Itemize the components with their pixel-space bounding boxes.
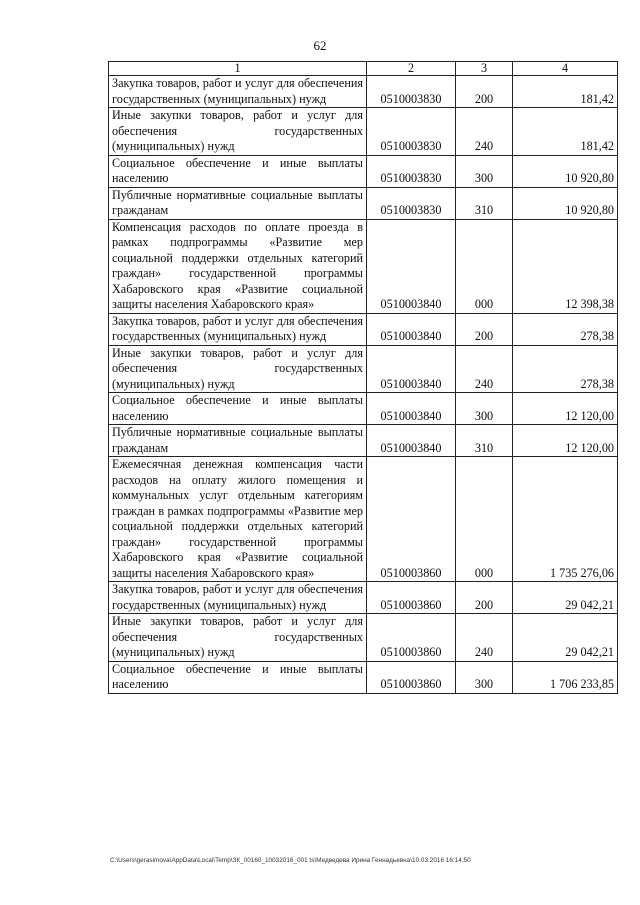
row-sum-cell: 12 120,00: [513, 425, 618, 457]
row-name-cell: Публичные нормативные социальные выплаты гражданам: [109, 425, 367, 457]
row-code-cell: 0510003840: [367, 219, 456, 313]
row-sum-cell: 12 398,38: [513, 219, 618, 313]
budget-table: [108, 61, 618, 694]
row-code-cell: 0510003860: [367, 457, 456, 582]
row-code-cell: 0510003840: [367, 425, 456, 457]
row-sum-cell: 29 042,21: [513, 582, 618, 614]
row-name-cell: Иные закупки товаров, работ и услуг для обеспечения государственных (муниципальных) нужд: [109, 614, 367, 662]
header-col-1: 1: [109, 62, 367, 76]
row-name-cell: Социальное обеспечение и иные выплаты населению: [109, 661, 367, 693]
row-code-cell: 0510003830: [367, 187, 456, 219]
table-row: [109, 219, 618, 313]
row-name-cell: Социальное обеспечение и иные выплаты населению: [109, 393, 367, 425]
header-col-3: 3: [456, 62, 513, 76]
header-col-4: 4: [513, 62, 618, 76]
row-expense-type-cell: 240: [456, 614, 513, 662]
row-code-cell: 0510003840: [367, 313, 456, 345]
row-name-cell: Публичные нормативные социальные выплаты гражданам: [109, 187, 367, 219]
page-number: 62: [313, 38, 327, 53]
table-body: [109, 76, 618, 694]
row-sum-cell: 181,42: [513, 76, 618, 108]
file-path-footer: C:\Users\gerasimova\AppData\Local\Temp\ЗК_00160_10032016_001 ts\Медведева Ирина Геннадьевна\10.03.2016 16:14:50: [110, 857, 471, 864]
row-code-cell: 0510003860: [367, 582, 456, 614]
row-name-cell: Компенсация расходов по оплате проезда в рамках подпрограммы «Развитие мер социальной поддержки отдельных категорий граждан» государственной программы Хабаровского края «Развитие социальной защиты населения Хабаровского края»: [109, 219, 367, 313]
row-sum-cell: 10 920,80: [513, 187, 618, 219]
row-sum-cell: 12 120,00: [513, 393, 618, 425]
row-code-cell: 0510003830: [367, 76, 456, 108]
row-name-cell: Иные закупки товаров, работ и услуг для обеспечения государственных (муниципальных) нужд: [109, 108, 367, 156]
row-code-cell: 0510003830: [367, 155, 456, 187]
table-row: [109, 614, 618, 662]
table-row: [109, 457, 618, 582]
row-expense-type-cell: 240: [456, 345, 513, 393]
row-expense-type-cell: 300: [456, 661, 513, 693]
table-row: [109, 76, 618, 108]
row-expense-type-cell: 200: [456, 582, 513, 614]
row-code-cell: 0510003860: [367, 661, 456, 693]
row-name-cell: Ежемесячная денежная компенсация части расходов на оплату жилого помещения и коммунальных услуг отдельным категориям граждан в рамках подпрограммы «Развитие мер социальной поддержки отдельных категорий граждан» государственной программы Хабаровского края «Развитие социальной защиты населения Хабаровского края»: [109, 457, 367, 582]
table-row: [109, 187, 618, 219]
table-row: [109, 393, 618, 425]
row-expense-type-cell: 310: [456, 187, 513, 219]
row-expense-type-cell: 200: [456, 313, 513, 345]
table-row: [109, 108, 618, 156]
row-code-cell: 0510003860: [367, 614, 456, 662]
row-sum-cell: 1 735 276,06: [513, 457, 618, 582]
table-row: [109, 582, 618, 614]
table-row: [109, 661, 618, 693]
row-expense-type-cell: 000: [456, 457, 513, 582]
row-sum-cell: 29 042,21: [513, 614, 618, 662]
row-sum-cell: 1 706 233,85: [513, 661, 618, 693]
row-expense-type-cell: 240: [456, 108, 513, 156]
row-name-cell: Закупка товаров, работ и услуг для обеспечения государственных (муниципальных) нужд: [109, 76, 367, 108]
row-code-cell: 0510003840: [367, 393, 456, 425]
row-expense-type-cell: 200: [456, 76, 513, 108]
row-name-cell: Социальное обеспечение и иные выплаты населению: [109, 155, 367, 187]
header-col-2: 2: [367, 62, 456, 76]
row-name-cell: Закупка товаров, работ и услуг для обеспечения государственных (муниципальных) нужд: [109, 313, 367, 345]
table-row: [109, 345, 618, 393]
row-code-cell: 0510003840: [367, 345, 456, 393]
row-expense-type-cell: 000: [456, 219, 513, 313]
row-code-cell: 0510003830: [367, 108, 456, 156]
table-row: [109, 313, 618, 345]
row-name-cell: Иные закупки товаров, работ и услуг для обеспечения государственных (муниципальных) нужд: [109, 345, 367, 393]
table-header: [109, 62, 618, 76]
table-row: [109, 425, 618, 457]
row-name-cell: Закупка товаров, работ и услуг для обеспечения государственных (муниципальных) нужд: [109, 582, 367, 614]
row-sum-cell: 10 920,80: [513, 155, 618, 187]
row-expense-type-cell: 300: [456, 393, 513, 425]
header-row: [109, 62, 618, 76]
table-row: [109, 155, 618, 187]
row-sum-cell: 181,42: [513, 108, 618, 156]
row-expense-type-cell: 310: [456, 425, 513, 457]
row-sum-cell: 278,38: [513, 313, 618, 345]
row-sum-cell: 278,38: [513, 345, 618, 393]
row-expense-type-cell: 300: [456, 155, 513, 187]
